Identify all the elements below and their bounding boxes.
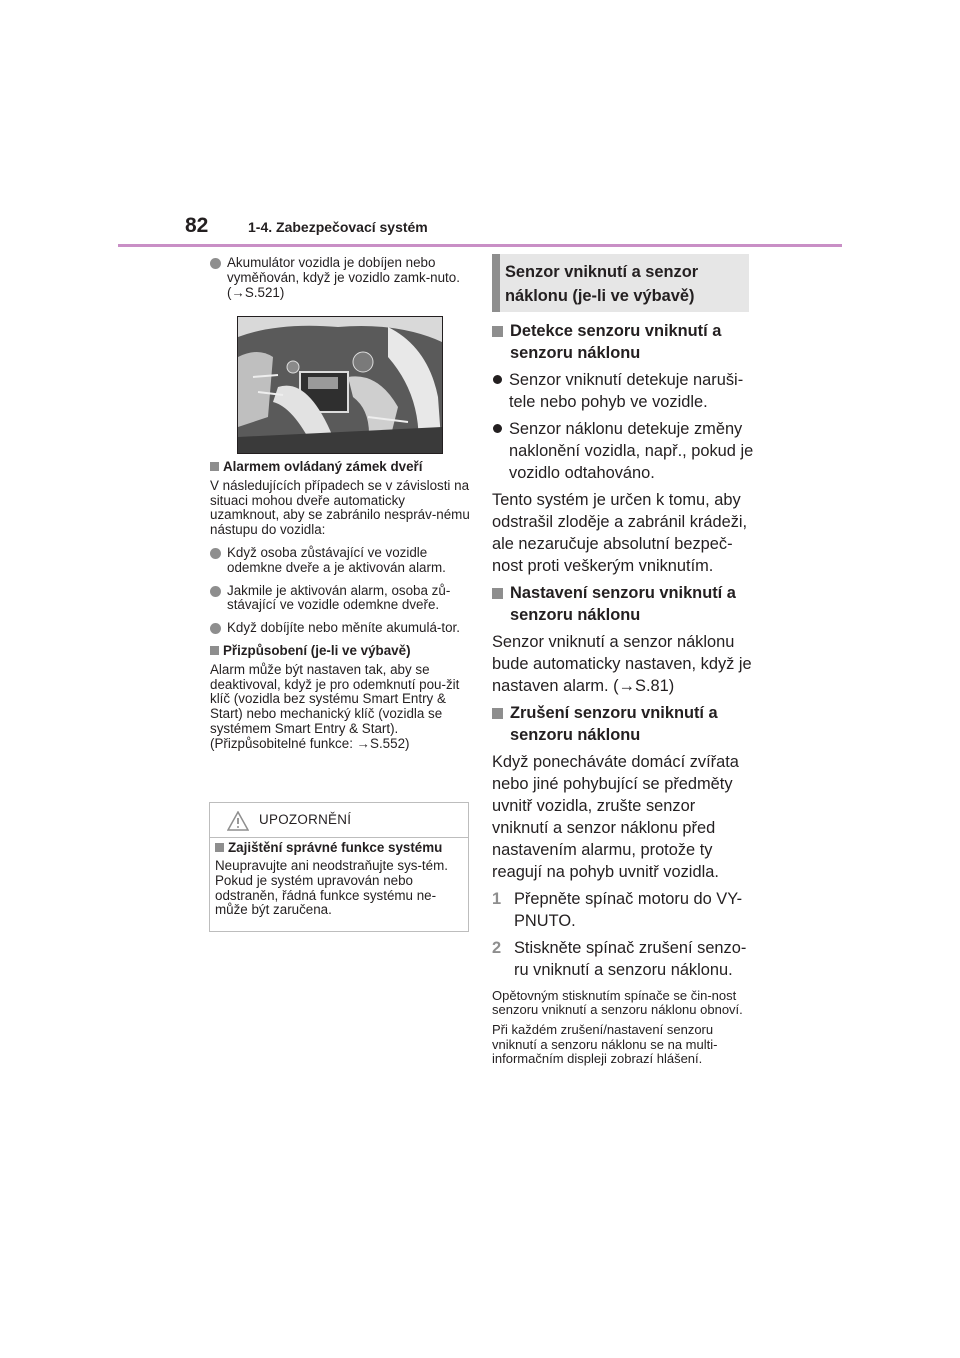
warning-text: Neupravujte ani neodstraňujte sys-tém. Pokud je systém upravován nebo odstraněn, řádná funkce systému ne-může být zaručena.: [215, 858, 448, 918]
square-bullet-icon: [215, 843, 224, 852]
engine-illustration: [238, 317, 442, 453]
note-display: Při každém zrušení/nastavení senzoru vniknutí a senzoru náklonu se na multi-informačním displeji zobrazí hlášení.: [492, 1022, 718, 1066]
bullet-icon: [210, 586, 221, 597]
battery-note: Akumulátor vozidla je dobíjen nebo vyměňován, když je vozidlo zamk-nuto. (→S.521): [210, 256, 472, 300]
intrusion-sensor-content: [492, 320, 754, 1066]
square-bullet-icon: [210, 646, 219, 655]
list-item: Jakmile je aktivován alarm, osoba zů-stávající ve vozidle odemkne dveře.: [227, 582, 451, 613]
heading-detection: Detekce senzoru vniknutí a senzoru náklonu: [510, 322, 722, 362]
title-accent-bar: [492, 254, 500, 312]
warning-box: [209, 802, 469, 932]
section-alarm-lock-intro: V následujících případech se v závislosti na situaci mohou dveře automaticky uzamknout, aby se zabránilo nespráv-nému nástupu do vozidla:: [210, 477, 470, 538]
warning-triangle-icon: [227, 811, 249, 831]
heading-setting: Nastavení senzoru vniknutí a senzoru náklonu: [510, 584, 736, 624]
square-bullet-icon: [492, 708, 503, 719]
page-number: 82: [185, 214, 209, 237]
bullet-icon: [493, 375, 502, 384]
section-title-box: [492, 254, 749, 312]
paragraph-setting: Senzor vniknutí a senzor náklonu bude automaticky nastaven, když je nastaven alarm. (→S.81): [492, 633, 752, 695]
section-alarm-lock: [210, 460, 472, 752]
warning-subtitle: Zajištění správné funkce systému: [228, 840, 443, 855]
section-customization-title: Přizpůsobení (je-li ve výbavě): [223, 642, 411, 658]
chapter-title: 1-4. Zabezpečovací systém: [248, 219, 428, 235]
list-item: Když dobíjíte nebo měníte akumulá-tor.: [227, 620, 460, 636]
heading-cancel: Zrušení senzoru vniknutí a senzoru náklonu: [510, 704, 718, 744]
section-title: Senzor vniknutí a senzor náklonu (je-li ve výbavě): [505, 263, 699, 305]
paragraph-cancel: Když ponecháváte domácí zvířata nebo jiné pohybující se předměty uvnitř vozidla, zrušte senzor vniknutí a senzor náklonu před nastavením alarmu, protože ty reagují na pohyb uvnitř vozidla.: [492, 753, 739, 881]
square-bullet-icon: [492, 326, 503, 337]
step-item: 2 Stiskněte spínač zrušení senzo-ru vniknutí a senzoru náklonu.: [492, 939, 747, 979]
step-item: 1 Přepněte spínač motoru do VY-PNUTO.: [492, 890, 743, 930]
engine-bay-photo: [237, 316, 443, 454]
section-alarm-lock-title: Alarmem ovládaný zámek dveří: [223, 459, 423, 474]
header-rule: [118, 244, 842, 247]
square-bullet-icon: [492, 588, 503, 599]
warning-header: [210, 803, 468, 838]
bullet-icon: [210, 258, 221, 269]
list-item: Senzor vniknutí detekuje naruši-tele nebo pohyb ve vozidle.: [509, 371, 744, 411]
bullet-icon: [210, 548, 221, 559]
bullet-icon: [493, 424, 502, 433]
paragraph-purpose: Tento systém je určen k tomu, aby odstrašil zloděje a zabránil krádeži, ale nezaručuje absolutní bezpeč-nost proti veškerým vniknutím.: [492, 491, 748, 575]
warning-label: UPOZORNĚNÍ: [259, 812, 352, 827]
section-customization-text: Alarm může být nastaven tak, aby se deaktivoval, když je pro odemknutí pou-žit klíč (vozidla bez systému Smart Entry & Start) nebo mechanický klíč (vozidla se systémem Smart Entry & Start). (Přizpůsobitelné funkce: →S.552): [210, 661, 460, 751]
list-item: Když osoba zůstávající ve vozidle odemkne dveře a je aktivován alarm.: [227, 544, 446, 575]
list-item: Senzor náklonu detekuje změny naklonění vozidla, např., pokud je vozidlo odtahováno.: [509, 420, 754, 482]
note-resume: Opětovným stisknutím spínače se čin-nost senzoru vniknutí a senzoru náklonu obnoví.: [492, 988, 743, 1018]
square-bullet-icon: [210, 462, 219, 471]
bullet-icon: [210, 623, 221, 634]
